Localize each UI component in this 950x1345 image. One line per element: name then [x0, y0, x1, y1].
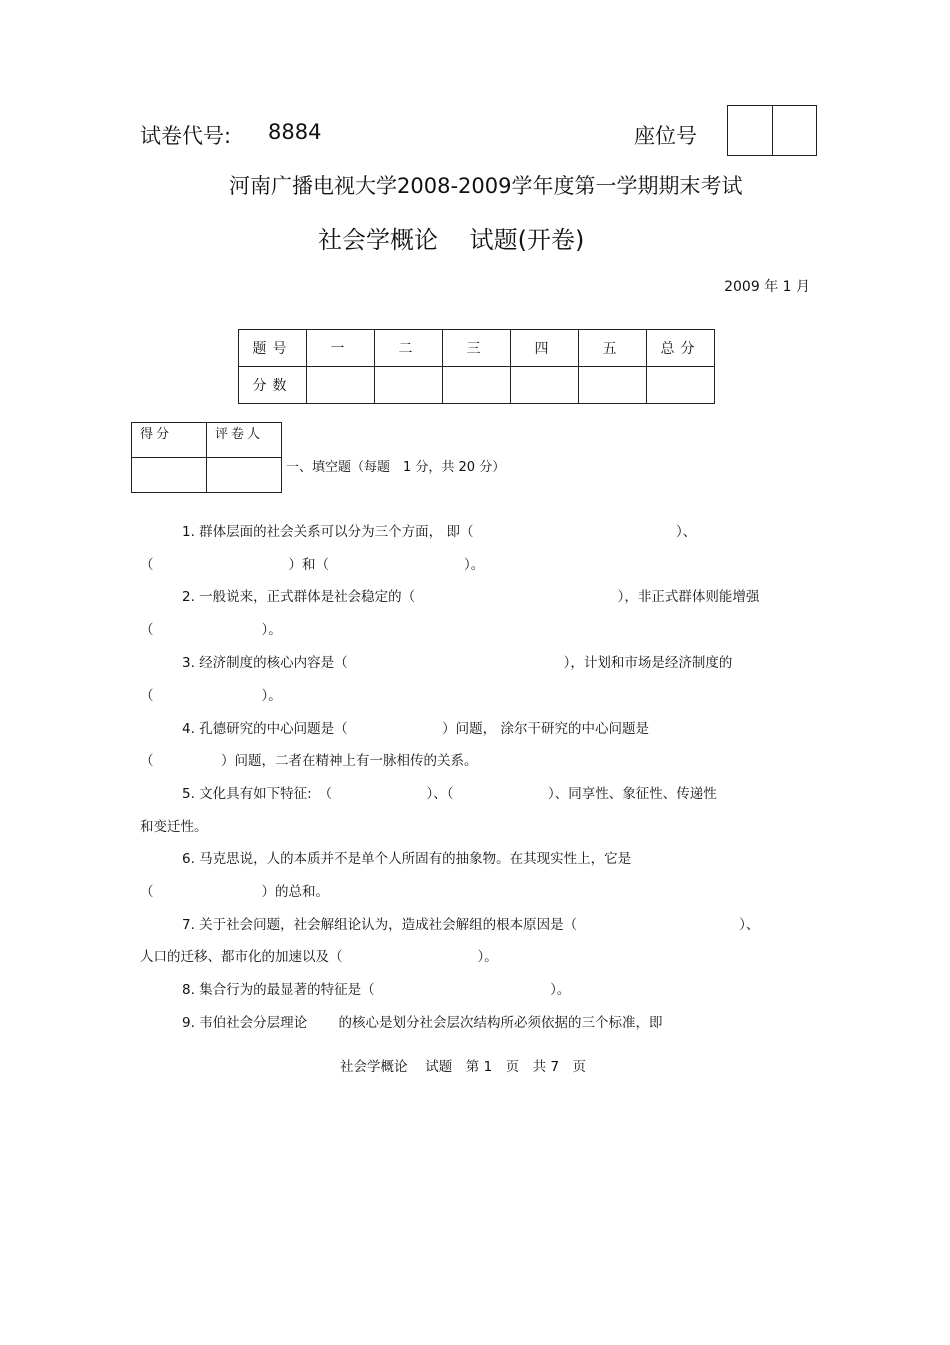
- subject-title: 社会学概论 试题(开卷): [318, 226, 585, 254]
- grader-score-label: 得分: [132, 423, 207, 458]
- score-table: [238, 329, 715, 404]
- question-line: 1. 群体层面的社会关系可以分为三个方面， 即（ ）、: [182, 524, 697, 540]
- score-header-cell: 题号: [239, 330, 307, 367]
- question-line: 6. 马克思说，人的本质并不是单个人所固有的抽象物。在其现实性上，它是: [182, 851, 632, 867]
- score-cell: [579, 367, 647, 404]
- question-line: 2. 一般说来，正式群体是社会稳定的（ ），非正式群体则能增强: [182, 589, 760, 605]
- score-cell: [443, 367, 511, 404]
- page-footer: 社会学概论 试题 第 1 页 共 7 页: [340, 1059, 587, 1075]
- question-line: （ ）。: [140, 622, 282, 638]
- exam-title: 河南广播电视大学2008-2009学年度第一学期期末考试: [229, 174, 743, 198]
- question-line: （ ）的总和。: [140, 884, 329, 900]
- score-header-cell: 三: [443, 330, 511, 367]
- score-header-cell: 四: [511, 330, 579, 367]
- grader-table: [131, 422, 282, 493]
- grader-name-label: 评卷人: [207, 423, 282, 458]
- score-row-label: 分数: [239, 367, 307, 404]
- seat-number-label: 座位号: [634, 124, 697, 148]
- question-line: 7. 关于社会问题，社会解组论认为，造成社会解组的根本原因是（ ）、: [182, 917, 760, 933]
- section-title: 一、填空题（每题 1 分，共 20 分）: [286, 460, 506, 475]
- exam-date: 2009 年 1 月: [724, 279, 810, 295]
- question-line: （ ）和（ ）。: [140, 557, 485, 573]
- question-line: 4. 孔德研究的中心问题是（ ）问题， 涂尔干研究的中心问题是: [182, 721, 649, 737]
- score-cell: [511, 367, 579, 404]
- score-header-cell: 五: [579, 330, 647, 367]
- question-line: 9. 韦伯社会分层理论 的核心是划分社会层次结构所必须依据的三个标准，即: [182, 1015, 663, 1031]
- score-table-header-row: [239, 330, 715, 367]
- question-line: 8. 集合行为的最显著的特征是（ ）。: [182, 982, 571, 998]
- grader-score-cell: [132, 458, 207, 493]
- question-line: 人口的迁移、都市化的加速以及（ ）。: [140, 949, 498, 965]
- score-header-cell: 总分: [647, 330, 715, 367]
- score-cell: [375, 367, 443, 404]
- score-cell: [647, 367, 715, 404]
- question-line: 5. 文化具有如下特征: （ ）、（ ）、同享性、象征性、传递性: [182, 786, 717, 802]
- seat-cell: [728, 106, 772, 155]
- score-header-cell: 二: [375, 330, 443, 367]
- seat-cell: [772, 106, 817, 155]
- exam-code-label: 试卷代号:: [140, 124, 232, 148]
- question-line: 3. 经济制度的核心内容是（ ），计划和市场是经济制度的: [182, 655, 733, 671]
- grader-name-cell: [207, 458, 282, 493]
- exam-code-value: 8884: [268, 120, 322, 144]
- question-line: （ ）。: [140, 688, 282, 704]
- score-cell: [307, 367, 375, 404]
- seat-number-box: [727, 105, 817, 156]
- score-table-value-row: [239, 367, 715, 404]
- score-header-cell: 一: [307, 330, 375, 367]
- question-line: （ ）问题，二者在精神上有一脉相传的关系。: [140, 753, 478, 769]
- question-line: 和变迁性。: [140, 819, 208, 835]
